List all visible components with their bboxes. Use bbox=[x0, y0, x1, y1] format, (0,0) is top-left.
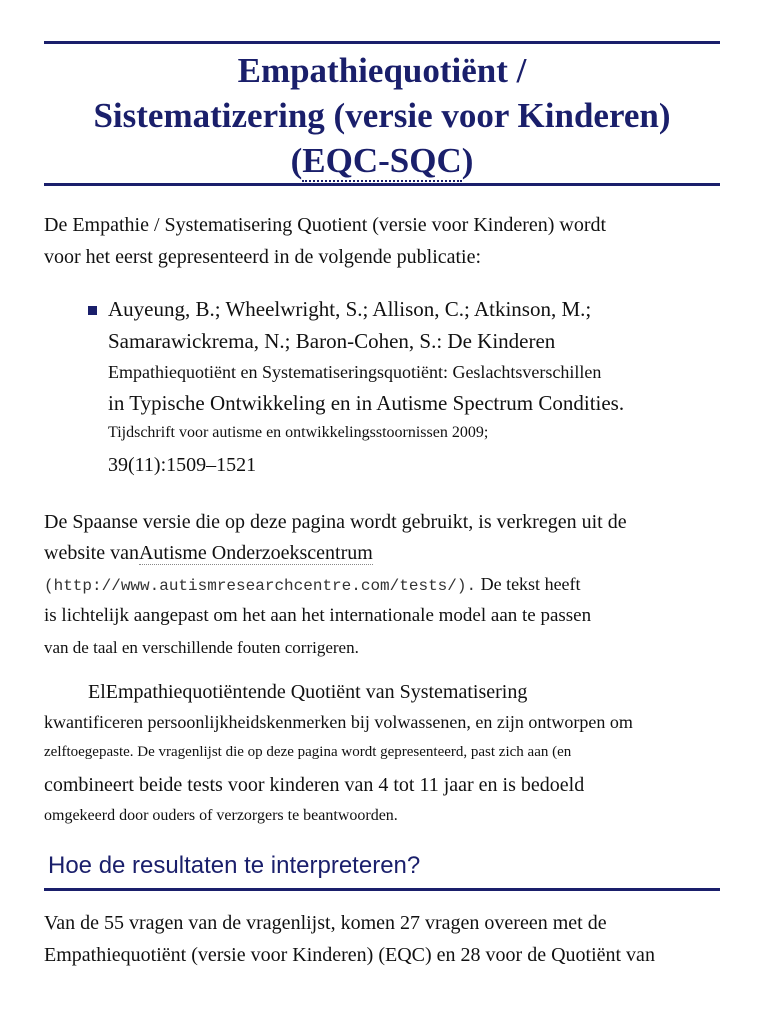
intro-line-1: De Empathie / Systematisering Quotient (versie voor Kinderen) wordt bbox=[44, 214, 607, 236]
bullet-marker-icon bbox=[88, 306, 97, 315]
description-line-1: ElEmpathiequotiëntende Quotiënt van Systematisering bbox=[88, 681, 528, 703]
description-line-4: combineert beide tests voor kinderen van 4 tot 11 jaar en is bedoeld bbox=[44, 774, 585, 796]
source-line-5: van de taal en verschillende fouten corrigeren. bbox=[44, 638, 359, 657]
reference-line-3: Empathiequotiënt en Systematiseringsquotiënt: Geslachtsverschillen bbox=[108, 362, 602, 382]
source-line-3 bbox=[44, 568, 744, 602]
section-line-2: Empathiequotiënt (versie voor Kinderen) (EQC) en 28 voor de Quotiënt van bbox=[44, 944, 655, 966]
source-line-4: is lichtelijk aangepast om het aan het internationale model aan te passen bbox=[44, 605, 592, 626]
section-heading: Hoe de resultaten te interpreteren? bbox=[48, 852, 421, 879]
title-bottom-rule bbox=[44, 183, 720, 186]
description-line-5: omgekeerd door ouders of verzorgers te beantwoorden. bbox=[44, 807, 398, 824]
reference-entry bbox=[108, 293, 748, 483]
title-abbreviation: EQC-SQC bbox=[302, 141, 462, 180]
title-paren-close: ) bbox=[461, 141, 474, 180]
source-url-rest: De tekst heeft bbox=[476, 574, 581, 594]
reference-line-6: 39(11):1509–1521 bbox=[108, 454, 257, 476]
title-paren-open: ( bbox=[290, 141, 303, 180]
description-line-2: kwantificeren persoonlijkheidskenmerken bij volwassenen, en zijn ontworpen om bbox=[44, 712, 633, 732]
source-line-1: De Spaanse versie die op deze pagina wordt gebruikt, is verkregen uit de bbox=[44, 511, 627, 533]
title-line-2: Sistematizering (versie voor Kinderen) bbox=[93, 96, 671, 135]
intro-line-2: voor het eerst gepresenteerd in de volgende publicatie: bbox=[44, 246, 482, 268]
source-prefix: website van bbox=[44, 542, 139, 564]
title-line-3 bbox=[44, 138, 720, 183]
section-line-1: Van de 55 vragen van de vragenlijst, komen 27 vragen overeen met de bbox=[44, 912, 607, 934]
reference-line-2: Samarawickrema, N.; Baron-Cohen, S.: De Kinderen bbox=[108, 329, 556, 353]
title-line-1: Empathiequotiënt / bbox=[237, 51, 527, 90]
description-line-3: zelftoegepaste. De vragenlijst die op deze pagina wordt gepresenteerd, past zich aan (en bbox=[44, 744, 572, 760]
top-rule bbox=[44, 41, 720, 44]
page-title bbox=[44, 48, 720, 183]
reference-line-1: Auyeung, B.; Wheelwright, S.; Allison, C.; Atkinson, M.; bbox=[108, 297, 592, 321]
research-centre-link[interactable]: Autisme Onderzoekscentrum bbox=[138, 542, 373, 564]
section-rule bbox=[44, 888, 720, 891]
reference-line-4: in Typische Ontwikkeling en in Autisme Spectrum Condities. bbox=[108, 391, 625, 415]
source-url[interactable]: (http://www.autismresearchcentre.com/tests/). bbox=[44, 577, 477, 595]
reference-line-5: Tijdschrift voor autisme en ontwikkelingsstoornissen 2009; bbox=[108, 424, 489, 441]
source-line-2 bbox=[44, 537, 744, 569]
